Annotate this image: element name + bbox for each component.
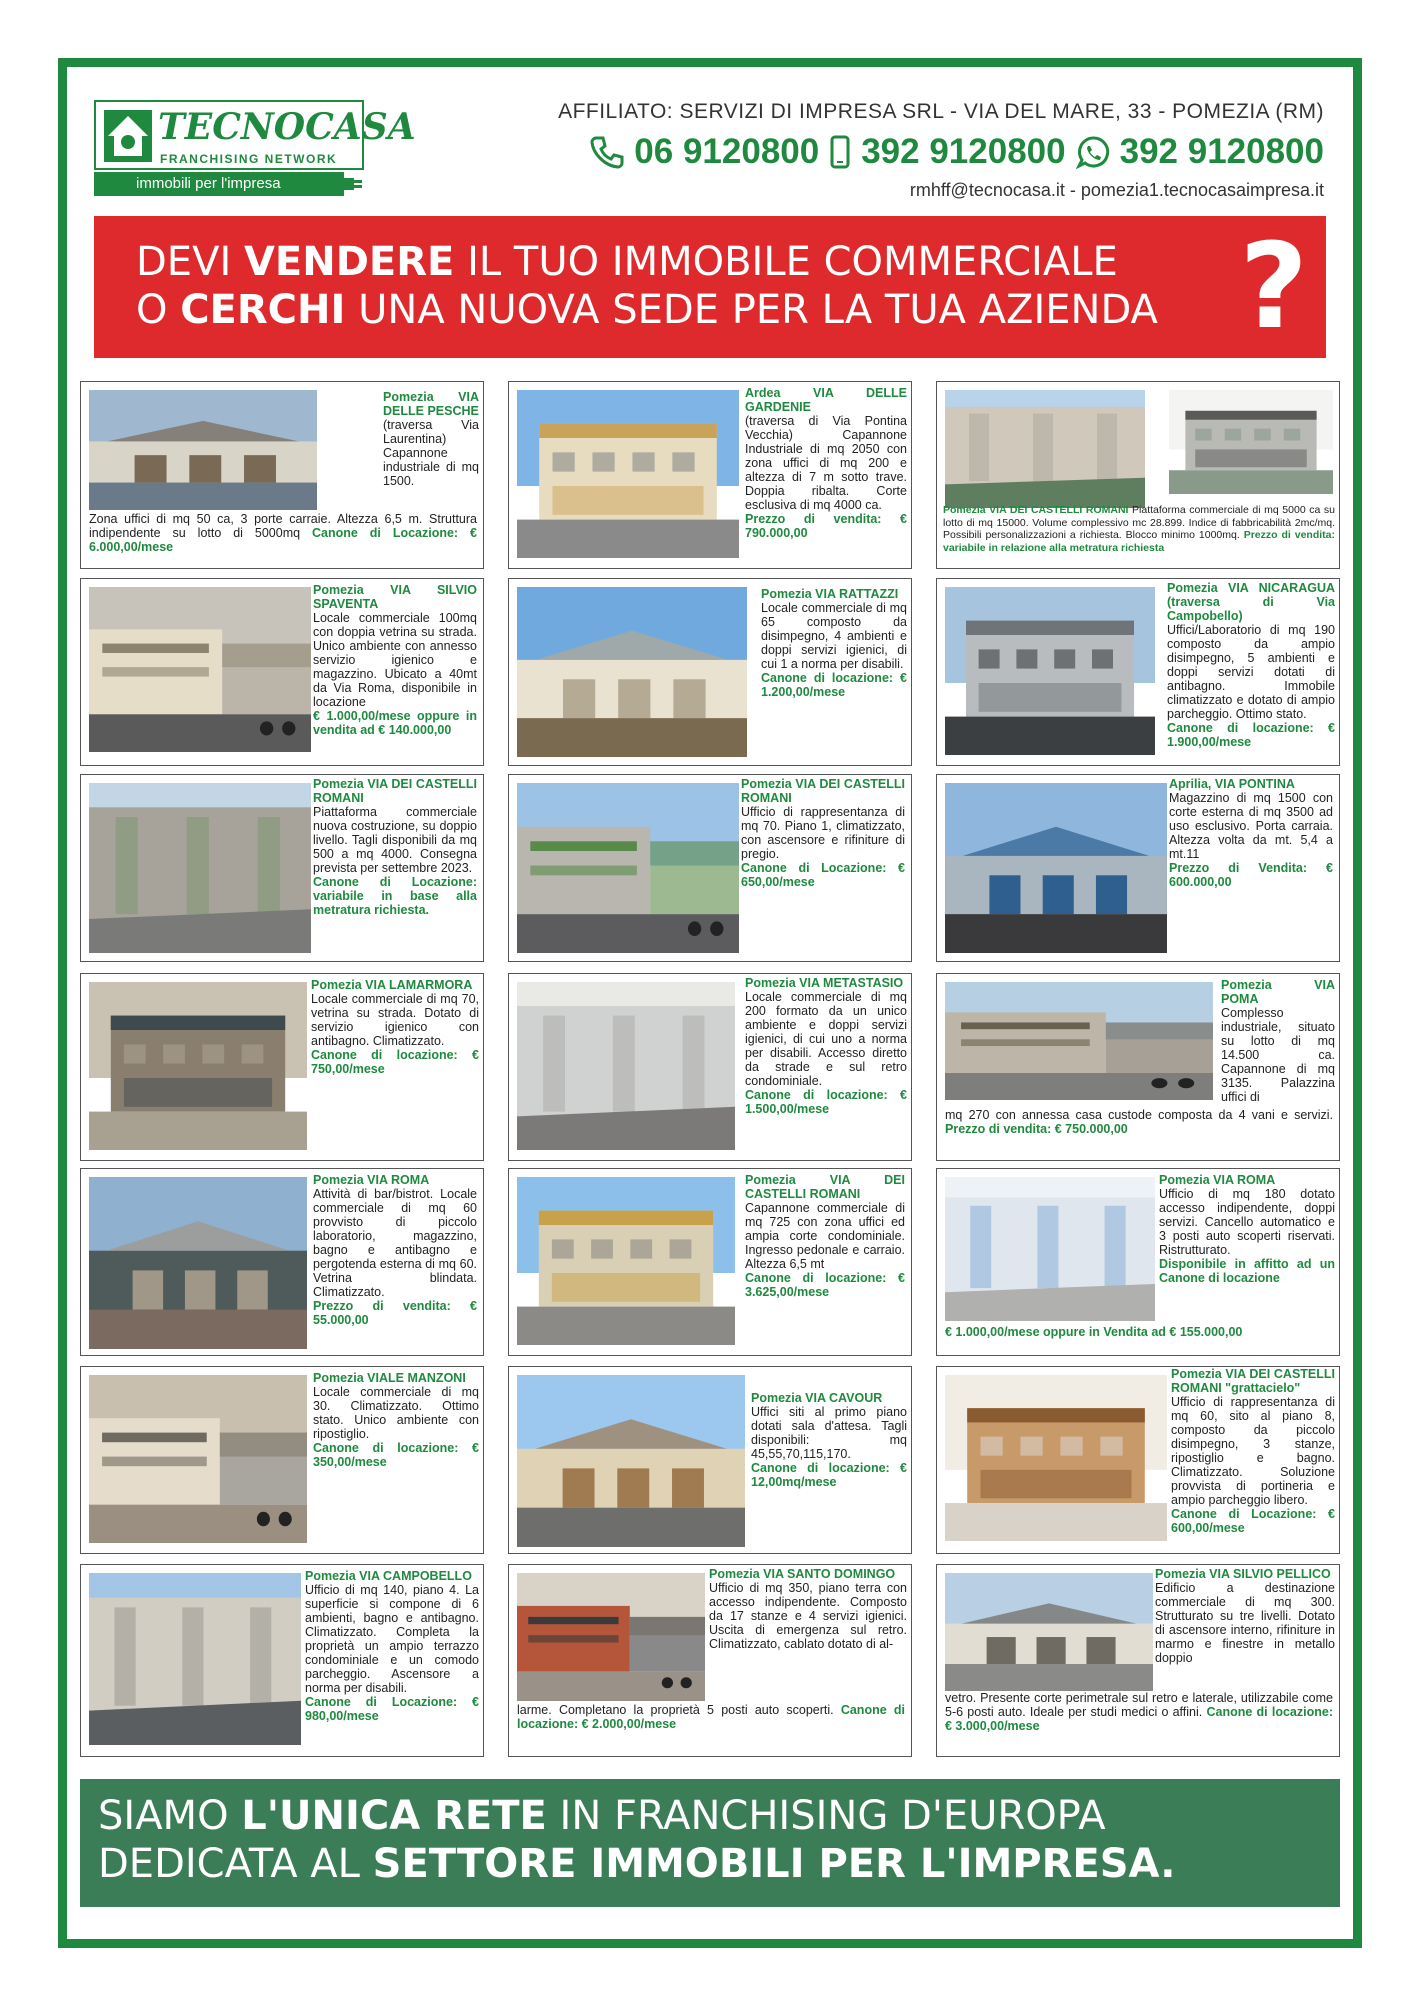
listing-photo[interactable] (89, 1573, 301, 1745)
listing-price: Canone di Locazione: € 600,00/mese (1171, 1507, 1335, 1535)
headline-banner (94, 216, 1326, 358)
listing-price: Prezzo di vendita: € 790.000,00 (745, 512, 907, 540)
listing-photo[interactable] (89, 587, 311, 752)
listing-photo[interactable] (945, 1375, 1167, 1541)
listing-text (761, 587, 907, 699)
listing-location: Pomezia VIA ROMA (313, 1173, 430, 1187)
listing-price: Canone di Locazione: € 6.000,00/mese (89, 526, 477, 554)
listing-location: Pomezia VIA POMA (1221, 978, 1335, 1006)
listing-description: Uffici siti al primo piano dotati sala d'attesa. Tagli disponibili: mq 45,55,70,115,170. (751, 1405, 907, 1461)
listing-text (1159, 1173, 1335, 1285)
listing-photo[interactable] (517, 587, 747, 757)
listing-card[interactable] (936, 973, 1340, 1161)
listing-location: Ardea VIA DELLE GARDENIE (745, 386, 907, 414)
listing-location: Pomezia VIA DEI CASTELLI ROMANI (741, 777, 905, 805)
listing-description: Locale commerciale di mq 65 composto da disimpegno, 4 ambienti e doppi servizi igienici, di cui 1 a norma per disabili. (761, 601, 907, 671)
listing-render[interactable] (1169, 390, 1333, 494)
listing-text (313, 777, 477, 917)
listing-photo[interactable] (517, 783, 739, 953)
listing-photo[interactable] (945, 1573, 1153, 1691)
listing-description: Piattaforma commerciale di mq 5000 ca su lotto di mq 15000. Volume complessivo mc 28.899. Indice di fabbricabilità 2mc/mq. Possibili personalizzazioni a richiesta. Blocco minimo 1000mq. (943, 504, 1335, 541)
listing-location: Pomezia VIA DEI CASTELLI ROMANI (943, 504, 1129, 516)
listing-description: Ufficio di mq 140, piano 4. La superficie si compone di 6 ambienti, bagno e antibagno. Climatizzato. Completa la proprietà un ampio terrazzo condominiale e un comodo parcheggio. Ascensore a norma per disabili. (305, 1583, 479, 1695)
listing-price: Canone di locazione: € 1.200,00/mese (761, 671, 907, 699)
listing-text (383, 390, 479, 488)
phone-numbers (590, 130, 1324, 174)
listing-price-continued: € 1.000,00/mese oppure in Vendita ad € 155.000,00 (945, 1325, 1243, 1339)
banner-line-2: O CERCHI UNA NUOVA SEDE PER LA TUA AZIENDA (136, 287, 1158, 333)
listing-price: Prezzo di vendita: variabile in relazione alla metratura richiesta (943, 529, 1335, 554)
listing-location: Pomezia VIA DELLE PESCHE (383, 390, 479, 418)
phone-icon (590, 135, 624, 169)
listing-card[interactable] (936, 381, 1340, 569)
phone-mobile[interactable]: 392 9120800 (861, 132, 1066, 171)
listing-description: Piattaforma commerciale nuova costruzione, su doppio livello. Tagli disponibili da mq 500 a mq 4000. Consegna prevista per settembre 2023. (313, 805, 477, 875)
listing-price: Canone di locazione: € 3.625,00/mese (745, 1271, 905, 1299)
listing-description: Ufficio di rappresentanza di mq 60, sito al piano 8, composto da piccolo disimpegno, 3 stanze, ripostiglio e bagno. Climatizzato. Soluzione provvista di portineria e ampio parcheggio libero. (1171, 1395, 1335, 1507)
listing-location: Aprilia, VIA PONTINA (1169, 777, 1295, 791)
listing-card[interactable] (80, 1366, 484, 1554)
logo-top (94, 100, 416, 170)
listing-price: Canone di Locazione: € 980,00/mese (305, 1695, 479, 1723)
listing-photo[interactable] (945, 587, 1155, 755)
listing-card[interactable] (80, 774, 484, 962)
listing-card[interactable] (508, 1366, 912, 1554)
listing-text-continued (89, 512, 477, 554)
listing-description: Uffici/Laboratorio di mq 190 composto da ampio disimpegno, 5 ambienti e doppi servizi dotati di antibagno. Immobile climatizzato e dotato di ampio parcheggio. Ottimo stato. (1167, 623, 1335, 721)
listing-photo[interactable] (89, 390, 317, 510)
listing-price: Prezzo di Vendita: € 600.000,00 (1169, 861, 1333, 889)
listing-description: Ufficio di rappresentanza di mq 70. Piano 1, climatizzato, con ascensore e rifiniture di pregio. (741, 805, 905, 861)
listing-location: Pomezia VIA SANTO DOMINGO (709, 1567, 896, 1581)
footer-banner (80, 1779, 1340, 1907)
listing-location: Pomezia VIA DEI CASTELLI ROMANI (745, 1173, 905, 1201)
listing-photo[interactable] (517, 390, 739, 558)
listing-description: Magazzino di mq 1500 con corte esterna di mq 3500 ad uso esclusivo. Porta carraia. Altezza volta da mt. 5,4 a mt.11 (1169, 791, 1333, 861)
listing-text-continued (945, 1325, 1333, 1339)
logo-tagline: immobili per l'impresa (94, 172, 344, 196)
listing-location: Pomezia VIA ROMA (1159, 1173, 1276, 1187)
listing-description-continued: vetro. Presente corte perimetrale sul retro e laterale, utilizzabile come 5-6 posti auto. Ideale per studi medici o affini. (945, 1691, 1333, 1719)
listing-card[interactable] (80, 1564, 484, 1757)
listing-text-continued (945, 1108, 1333, 1136)
listing-card[interactable] (508, 973, 912, 1161)
listing-location: Pomezia VIA SILVIO SPAVENTA (313, 583, 477, 611)
listing-price: Canone di locazione: € 1.900,00/mese (1167, 721, 1335, 749)
listing-photo[interactable] (89, 783, 311, 953)
logo-subtitle: FRANCHISING NETWORK (160, 152, 338, 166)
listing-location: Pomezia VIALE MANZONI (313, 1371, 466, 1385)
listing-card[interactable] (936, 1366, 1340, 1554)
listing-text (741, 777, 905, 889)
listing-text (751, 1391, 907, 1489)
phone-whatsapp[interactable]: 392 9120800 (1119, 132, 1324, 171)
listing-text-continued (517, 1703, 905, 1731)
listing-description-continued: mq 270 con annessa casa custode composta da 4 vani e servizi. (945, 1108, 1333, 1122)
listing-location: Pomezia VIA METASTASIO (745, 976, 904, 990)
listing-photo[interactable] (89, 1375, 307, 1543)
listing-description: (traversa di Via Pontina Vecchia) Capannone Industriale di mq 2050 con zona uffici di mq 200 e altezza di 7 m sotto trave. Doppia ribalta. Corte esclusiva di mq 4000 ca. (745, 414, 907, 512)
listing-card[interactable] (936, 578, 1340, 766)
listing-card[interactable] (508, 774, 912, 962)
listing-card[interactable] (936, 1168, 1340, 1356)
listing-card[interactable] (80, 381, 484, 569)
listing-text (1221, 978, 1335, 1104)
listing-location: Pomezia VIA RATTAZZI (761, 587, 899, 601)
listing-photo[interactable] (945, 1177, 1155, 1321)
listing-price: Prezzo di vendita: € 750.000,00 (945, 1122, 1128, 1136)
listing-description-continued: Zona uffici di mq 50 ca, 3 porte carraie. Altezza 6,5 m. Struttura indipendente su lotto di 5000mq (89, 512, 477, 540)
listing-card[interactable] (508, 1564, 912, 1757)
listing-location: Pomezia VIA CAVOUR (751, 1391, 883, 1405)
tecnocasa-logo[interactable] (94, 100, 416, 198)
affiliate-info: AFFILIATO: SERVIZI DI IMPRESA SRL - VIA DEL MARE, 33 - POMEZIA (RM) (558, 100, 1324, 123)
listing-card[interactable] (80, 973, 484, 1161)
listing-text (1167, 581, 1335, 749)
phone-fixed[interactable]: 06 9120800 (634, 132, 820, 171)
listing-photo[interactable] (517, 1375, 745, 1547)
listing-description: Locale commerciale di mq 30. Climatizzato. Ottimo stato. Unico ambiente con ripostiglio. (313, 1385, 479, 1441)
listing-text (1171, 1367, 1335, 1535)
listing-description: Complesso industriale, situato su lotto di mq 14.500 ca. Capannone di mq 3135. Palazzina uffici di (1221, 1006, 1335, 1104)
listing-text (313, 1371, 479, 1469)
listing-price: Canone di Locazione: variabile in base alla metratura richiesta. (313, 875, 477, 917)
listing-text (313, 1173, 477, 1327)
listing-text (1169, 777, 1333, 889)
listing-description: Locale commerciale di mq 70, vetrina su strada. Dotato di servizio igienico con antibagno. Climatizzato. (311, 992, 479, 1048)
listing-photo[interactable] (517, 1573, 705, 1701)
plug-icon (344, 172, 364, 196)
listing-description: Locale commerciale di mq 200 formato da un unico ambiente e doppi servizi igienici, di cui uno a norma per disabili. Accesso diretto da strade e sul retro condominiale. (745, 990, 907, 1088)
listing-price: Prezzo di vendita: € 55.000,00 (313, 1299, 477, 1327)
listing-card[interactable] (80, 1168, 484, 1356)
footer-line-1: SIAMO L'UNICA RETE IN FRANCHISING D'EUROPA (98, 1793, 1106, 1839)
banner-line-1: DEVI VENDERE IL TUO IMMOBILE COMMERCIALE (136, 239, 1118, 285)
listing-card[interactable] (508, 381, 912, 569)
house-icon (104, 110, 152, 162)
listing-text (745, 976, 907, 1116)
listing-description: (traversa Via Laurentina) Capannone industriale di mq 1500. (383, 418, 479, 488)
listing-card[interactable] (936, 774, 1340, 962)
listing-description: Locale commerciale 100mq con doppia vetrina su strada. Unico ambiente con annesso servizio igienico e magazzino. Ubicato a 40mt da Via Roma, disponibile in locazione (313, 611, 477, 709)
listing-location: Pomezia VIA LAMARMORA (311, 978, 473, 992)
listing-description: Edificio a destinazione commerciale di mq 300. Strutturato su tre livelli. Dotato di ascensore interno, rifiniture in marmo e finestre in metallo doppio (1155, 1581, 1335, 1665)
listing-photo[interactable] (89, 1177, 307, 1349)
listing-text-continued (945, 1691, 1333, 1733)
listing-text (313, 583, 477, 737)
logo-name: TECNOCASA (158, 106, 416, 148)
listing-price: Canone di Locazione: € 650,00/mese (741, 861, 905, 889)
listing-text (305, 1569, 479, 1723)
listing-location: Pomezia VIA CAMPOBELLO (305, 1569, 472, 1583)
email-website[interactable]: rmhff@tecnocasa.it - pomezia1.tecnocasaimpresa.it (909, 180, 1324, 200)
listing-text (1155, 1567, 1335, 1665)
listing-card[interactable] (80, 578, 484, 766)
listing-location: Pomezia VIA DEI CASTELLI ROMANI "grattacielo" (1171, 1367, 1335, 1395)
listing-price: Canone di locazione: € 2.000,00/mese (517, 1703, 905, 1731)
listing-photo[interactable] (89, 982, 307, 1150)
listing-card[interactable] (936, 1564, 1340, 1757)
listing-location: Pomezia VIA NICARAGUA (traversa di Via Campobello) (1167, 581, 1335, 623)
listing-description-continued: larme. Completano la proprietà 5 posti auto scoperti. (517, 1703, 834, 1717)
listing-price: Disponibile in affitto ad un Canone di locazione (1159, 1257, 1335, 1285)
listing-price: Canone di locazione: € 1.500,00/mese (745, 1088, 907, 1116)
listing-text (943, 504, 1335, 554)
listing-description: Capannone commerciale di mq 725 con zona uffici ed ampia corte condominiale. Ingresso pedonale e carraio. Altezza 6,5 mt (745, 1201, 905, 1271)
listing-photo[interactable] (945, 390, 1145, 508)
listing-location: Pomezia VIA DEI CASTELLI ROMANI (313, 777, 477, 805)
listing-price: Canone di locazione: € 12,00mq/mese (751, 1461, 907, 1489)
question-mark: ? (1239, 217, 1308, 355)
listing-text (709, 1567, 907, 1651)
listing-photo[interactable] (945, 783, 1167, 953)
mobile-icon (829, 135, 851, 169)
listing-price: Canone di locazione: € 350,00/mese (313, 1441, 479, 1469)
listing-location: Pomezia VIA SILVIO PELLICO (1155, 1567, 1331, 1581)
listing-photo[interactable] (517, 1177, 735, 1345)
listing-text (745, 386, 907, 540)
listing-text (745, 1173, 905, 1299)
whatsapp-icon (1076, 135, 1110, 169)
listing-card[interactable] (508, 1168, 912, 1356)
listing-photo[interactable] (517, 982, 735, 1150)
listing-price: € 1.000,00/mese oppure in vendita ad € 140.000,00 (313, 709, 477, 737)
footer-line-2: DEDICATA AL SETTORE IMMOBILI PER L'IMPRESA. (98, 1841, 1176, 1887)
listing-description: Ufficio di mq 350, piano terra con accesso indipendente. Composto da 17 stanze e 4 servizi igienici. Uscita di emergenza sul retro. Climatizzato, cablato dotato di al- (709, 1581, 907, 1651)
listing-card[interactable] (508, 578, 912, 766)
listing-description: Attività di bar/bistrot. Locale commerciale di mq 60 provvisto di piccolo laboratorio, magazzino, bagno e antibagno e pergotenda esterna di mq 60. Vetrina blindata. Climatizzato. (313, 1187, 477, 1299)
listing-price: Canone di locazione: € 750,00/mese (311, 1048, 479, 1076)
listing-description: Ufficio di mq 180 dotato accesso indipendente, doppi servizi. Cancello automatico e 3 posti auto scoperti riservati. Ristrutturato. (1159, 1187, 1335, 1257)
listing-photo[interactable] (945, 982, 1213, 1100)
listing-price: Canone di locazione: € 3.000,00/mese (945, 1705, 1333, 1733)
listing-text (311, 978, 479, 1076)
